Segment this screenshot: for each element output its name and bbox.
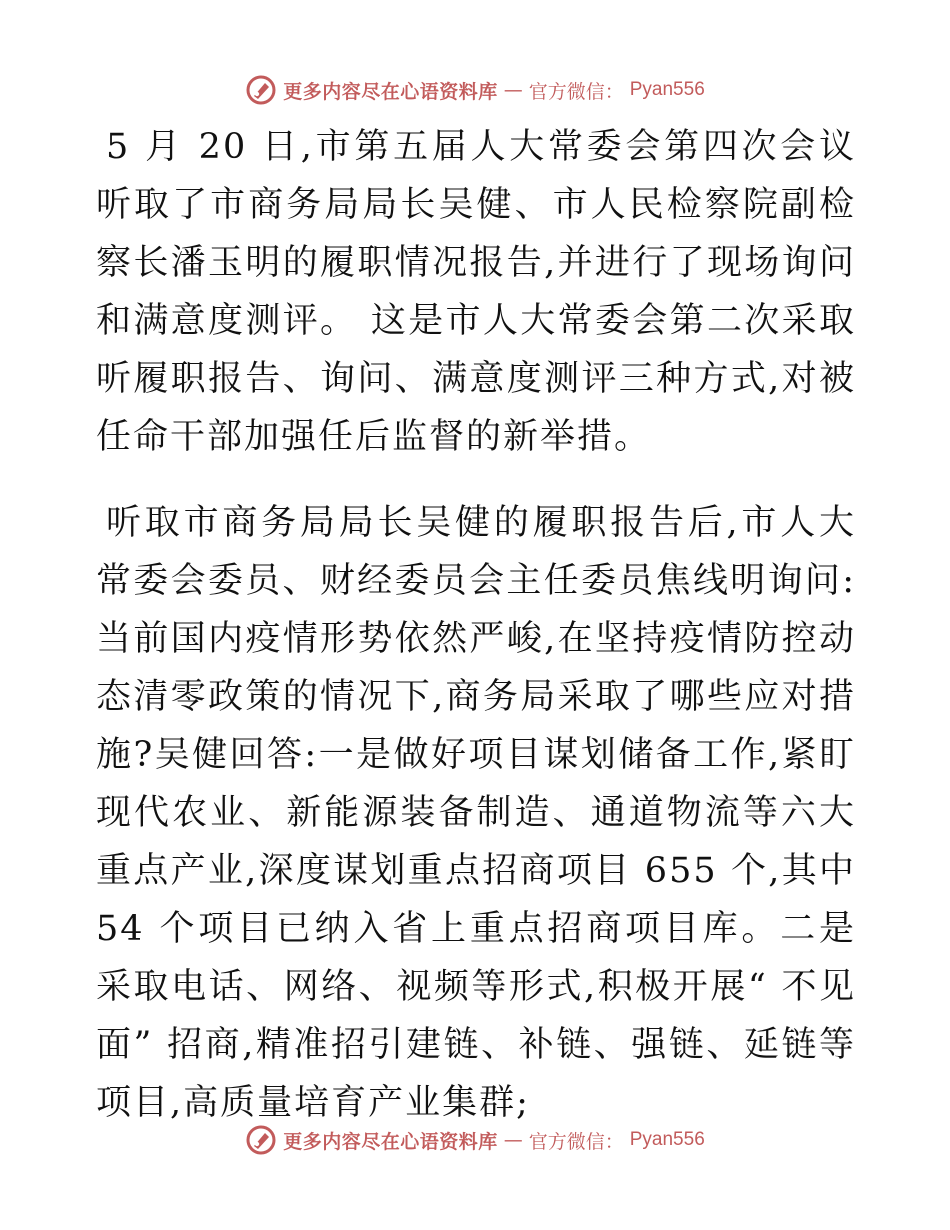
paragraph-1: 5 月 20 日,市第五届人大常委会第四次会议听取了市商务局局长吴健、市人民检察院副检察长潘玉明的履职情况报告,并进行了现场询问和满意度测评。 这是市人大常委会第二次采取听履职报告、询问、满意度测评三种方式,对被任命干部加强任后监督的新举措。 xyxy=(96,127,856,457)
watermark-separator: — xyxy=(503,79,523,101)
watermark-wechat-id: Pyan556 xyxy=(629,79,705,100)
logo-icon xyxy=(245,74,277,106)
watermark-brand: 更多内容尽在心语资料库 xyxy=(283,80,498,103)
watermark-separator: — xyxy=(503,1129,523,1151)
logo-icon xyxy=(245,1124,277,1156)
watermark-wechat-label: 官方微信： xyxy=(528,1130,624,1153)
watermark-wechat-id: Pyan556 xyxy=(629,1129,705,1150)
watermark-brand: 更多内容尽在心语资料库 xyxy=(283,1130,498,1153)
header-watermark xyxy=(0,70,950,110)
document-body xyxy=(96,118,856,1132)
watermark-wechat-label: 官方微信： xyxy=(528,80,624,103)
paragraph-2: 听取市商务局局长吴健的履职报告后,市人大常委会委员、财经委员会主任委员焦线明询问:当前国内疫情形势依然严峻,在坚持疫情防控动态清零政策的情况下,商务局采取了哪些应对措施?吴健回答:一是做好项目谋划储备工作,紧盯现代农业、新能源装备制造、通道物流等六大重点产业,深度谋划重点招商项目 655 个,其中 54 个项目已纳入省上重点招商项目库。二是采取电话、网络、视频等形式,积极开展“ 不见面” 招商,精准招引建链、补链、强链、延链等项目,高质量培育产业集群; xyxy=(96,503,856,1123)
footer-watermark xyxy=(0,1120,950,1160)
